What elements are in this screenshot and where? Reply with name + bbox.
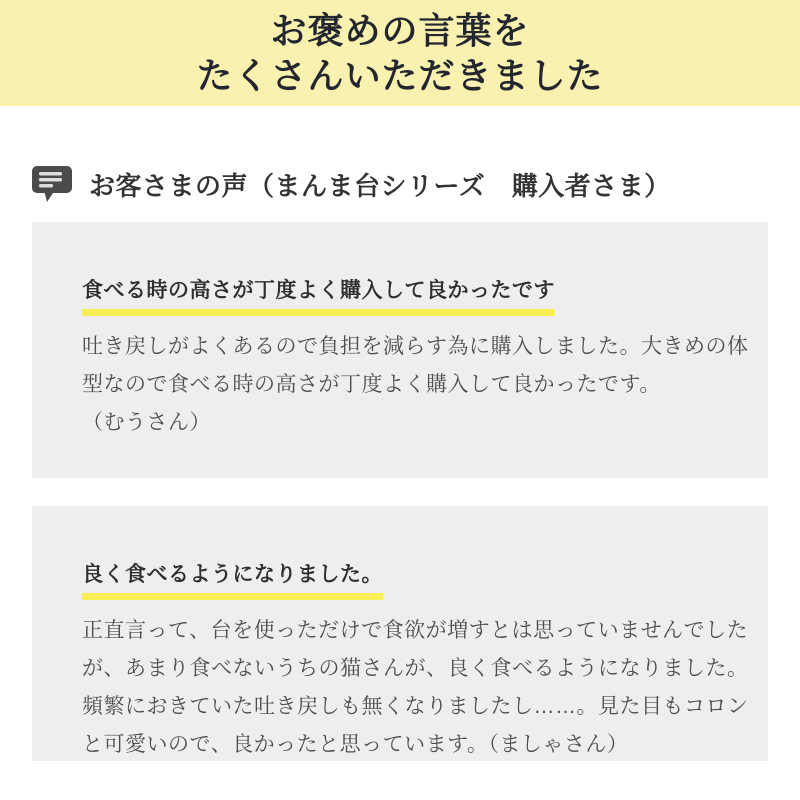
customer-voice-heading-row	[32, 164, 768, 204]
review-1-body: 吐き戻しがよくあるので負担を減らす為に購入しました。大きめの体型なので食べる時の高さが丁度よく購入して良かったです。	[82, 335, 749, 396]
praise-banner	[0, 0, 800, 106]
speech-bubble-icon	[32, 166, 72, 203]
review-card-1	[32, 222, 768, 478]
customer-voice-heading: お客さまの声（まんま台シリーズ 購入者さま）	[89, 170, 671, 201]
review-2-body-text: 正直言って、台を使っただけで食欲が増すとは思っていませんでしたが、あまり食べないうちの猫さんが、良く食べるようになりました。頻繁におきていた吐き戻しも無くなりましたし……。見た目もコロンと可愛いので、良かったと思っています。	[82, 619, 749, 756]
review-2-title: 良く食べるようになりました。	[82, 562, 383, 600]
review-1-reviewer: （むうさん）	[82, 411, 211, 434]
review-1-title: 食べる時の高さが丁度よく購入して良かったです	[82, 278, 555, 316]
review-2-reviewer: （ましゃさん）	[488, 733, 629, 756]
review-2-body	[82, 612, 750, 761]
praise-banner-line-1: お褒めの言葉を	[270, 10, 530, 51]
praise-banner-line-2: たくさんいただきました	[196, 55, 604, 96]
review-card-2	[32, 506, 768, 761]
